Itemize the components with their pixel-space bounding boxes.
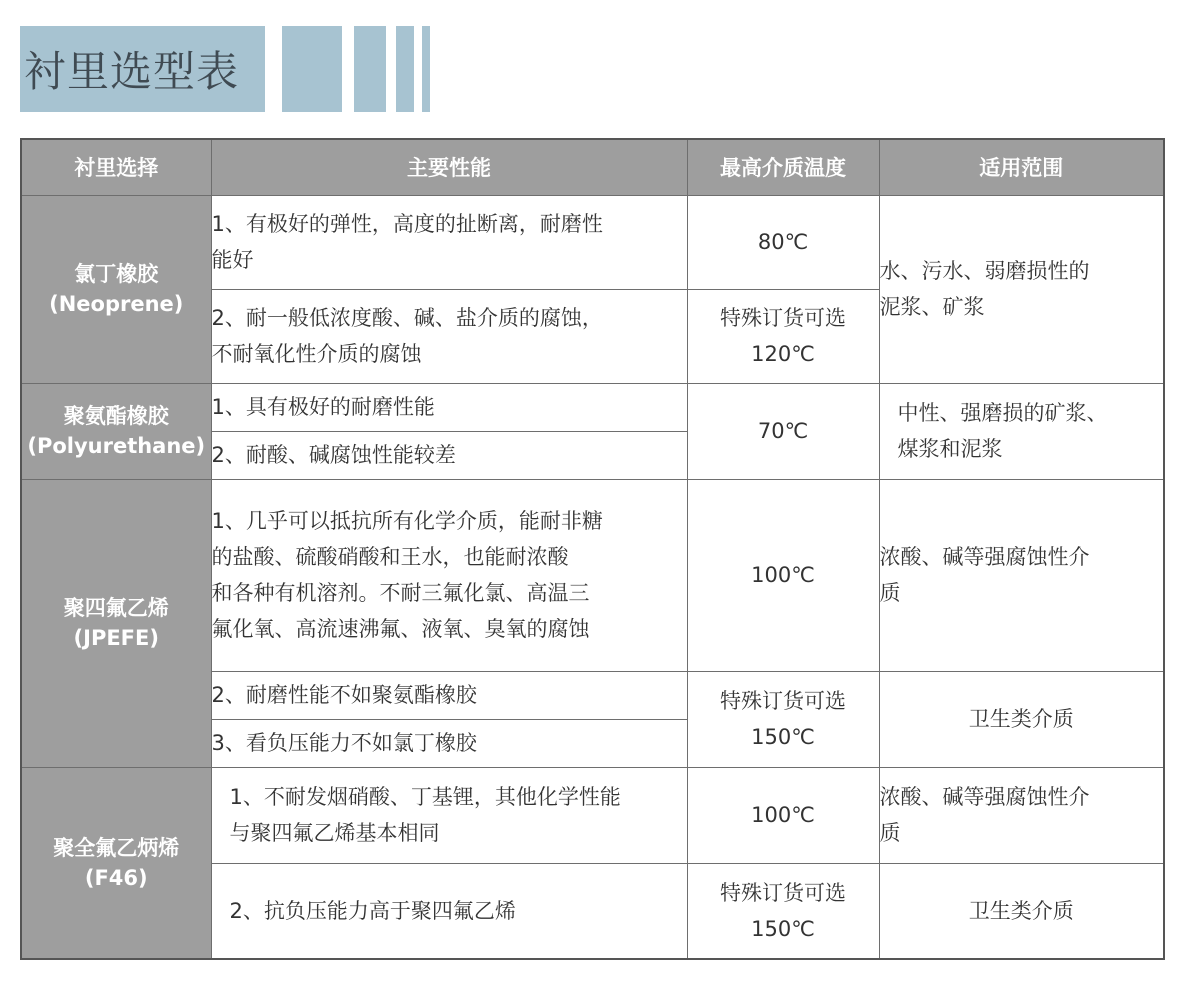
scope-cell: 中性、强磨损的矿浆、 煤浆和泥浆: [879, 383, 1164, 479]
lining-selection-table: [20, 138, 1165, 960]
performance-cell: 1、不耐发烟硝酸、丁基锂，其他化学性能 与聚四氟乙烯基本相同: [211, 767, 687, 863]
scope-cell: 卫生类介质: [879, 863, 1164, 959]
table-row: [21, 767, 1164, 863]
decor-stripe: [396, 26, 414, 112]
table-row: [21, 479, 1164, 671]
header-lining: 衬里选择: [21, 139, 211, 195]
material-ptfe: 聚四氟乙烯 (JPEFE): [21, 479, 211, 767]
material-f46: 聚全氟乙炳烯 (F46): [21, 767, 211, 959]
performance-cell: 3、看负压能力不如氯丁橡胶: [211, 719, 687, 767]
table-header-row: [21, 139, 1164, 195]
performance-cell: 2、耐一般低浓度酸、碱、盐介质的腐蚀， 不耐氧化性介质的腐蚀: [211, 289, 687, 383]
decor-stripe: [282, 26, 342, 112]
temp-cell: 80℃: [687, 195, 879, 289]
temp-cell: 特殊订货可选 150℃: [687, 863, 879, 959]
material-neoprene: 氯丁橡胶 (Neoprene): [21, 195, 211, 383]
scope-cell: 卫生类介质: [879, 671, 1164, 767]
temp-cell: 100℃: [687, 767, 879, 863]
temp-cell: 100℃: [687, 479, 879, 671]
scope-cell: 浓酸、碱等强腐蚀性介 质: [879, 479, 1164, 671]
material-polyurethane: 聚氨酯橡胶 (Polyurethane): [21, 383, 211, 479]
scope-cell: 水、污水、弱磨损性的 泥浆、矿浆: [879, 195, 1164, 383]
table-row: [21, 383, 1164, 431]
header-scope: 适用范围: [879, 139, 1164, 195]
temp-cell: 特殊订货可选 120℃: [687, 289, 879, 383]
performance-cell: 1、具有极好的耐磨性能: [211, 383, 687, 431]
performance-cell: 2、抗负压能力高于聚四氟乙烯: [211, 863, 687, 959]
table-row: [21, 195, 1164, 289]
header-max-temp: 最高介质温度: [687, 139, 879, 195]
decor-stripe: [354, 26, 386, 112]
page-title: 衬里选型表: [20, 26, 265, 112]
decor-stripe: [422, 26, 430, 112]
header-performance: 主要性能: [211, 139, 687, 195]
temp-cell: 特殊订货可选 150℃: [687, 671, 879, 767]
performance-cell: 2、耐磨性能不如聚氨酯橡胶: [211, 671, 687, 719]
temp-cell: 70℃: [687, 383, 879, 479]
performance-cell: 1、几乎可以抵抗所有化学介质，能耐非糖 的盐酸、硫酸硝酸和王水，也能耐浓酸 和各种有机溶剂。不耐三氟化氯、高温三 氟化氧、高流速沸氟、液氧、臭氧的腐蚀: [211, 479, 687, 671]
scope-cell: 浓酸、碱等强腐蚀性介 质: [879, 767, 1164, 863]
performance-cell: 2、耐酸、碱腐蚀性能较差: [211, 431, 687, 479]
performance-cell: 1、有极好的弹性，高度的扯断离，耐磨性 能好: [211, 195, 687, 289]
